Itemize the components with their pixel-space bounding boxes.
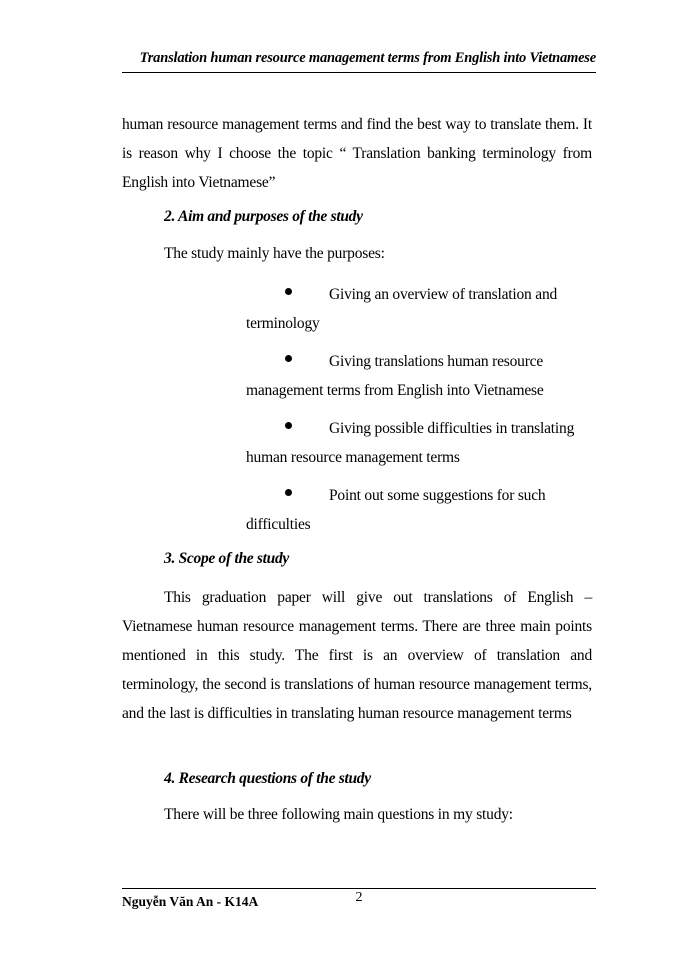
header-divider — [122, 72, 596, 73]
aim-lead-text: The study mainly have the purposes: — [164, 245, 385, 262]
section-heading-aim: 2. Aim and purposes of the study — [164, 208, 363, 225]
bullet-icon — [285, 288, 292, 295]
intro-paragraph: human resource management terms and find the best way to translate them. It is reason why I choose the topic “ Translation banking terminology from English into Vietnamese” — [122, 116, 592, 191]
footer-divider — [122, 888, 596, 889]
bullet-item — [246, 347, 590, 405]
bullet-item — [246, 280, 590, 338]
footer-author: Nguyễn Văn An - K14A — [122, 894, 259, 909]
bullet-item — [246, 481, 590, 539]
bullet-text: Giving an overview of translation and terminology — [246, 286, 558, 332]
scope-paragraph: This graduation paper will give out translations of English – Vietnamese human resource management terms. There are three main points mentioned in this study. The first is an overview of translation and terminology, the second is translations of human resource management terms, and the last is difficulties in translating human resource management terms — [122, 589, 592, 722]
research-lead-text: There will be three following main questions in my study: — [164, 806, 513, 823]
bullet-icon — [285, 355, 292, 362]
bullet-text: Giving possible difficulties in translating human resource management terms — [246, 420, 575, 466]
bullet-icon — [285, 489, 292, 496]
section-heading-research-questions: 4. Research questions of the study — [164, 770, 371, 787]
bullet-text: Giving translations human resource management terms from English into Vietnamese — [246, 353, 544, 399]
bullet-text: Point out some suggestions for such difficulties — [246, 487, 546, 533]
section-heading-scope: 3. Scope of the study — [164, 550, 290, 567]
page-number: 2 — [355, 890, 363, 905]
bullet-icon — [285, 422, 292, 429]
bullet-item — [246, 414, 590, 472]
running-header: Translation human resource management terms from English into Vietnamese — [139, 50, 596, 66]
